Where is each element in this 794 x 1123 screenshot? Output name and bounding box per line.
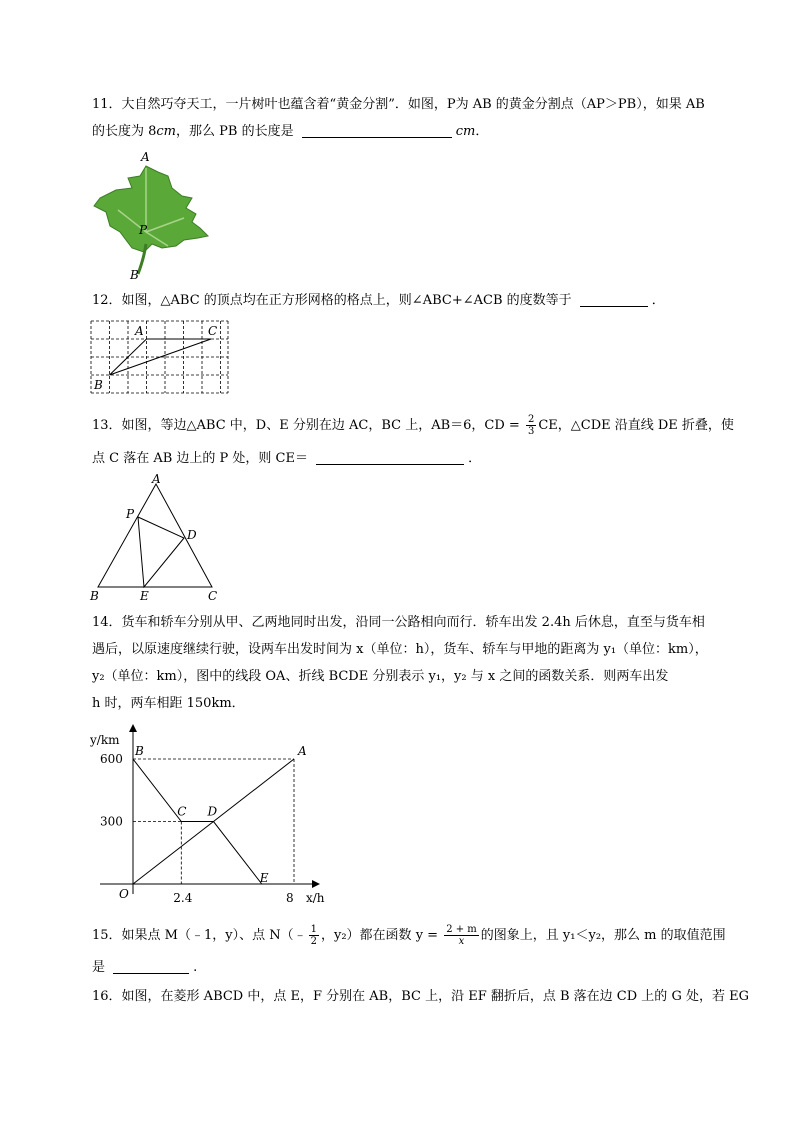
q13-fraction: $\frac{2}{3}$: [527, 414, 535, 437]
fold-lines: [138, 517, 184, 587]
q14-function-chart: [86, 722, 326, 904]
point-label-D: D: [207, 804, 218, 819]
q13-answer-blank[interactable]: [316, 450, 464, 465]
q15-fraction-1: $\frac{1}{2}$: [310, 924, 317, 947]
svg-text:E: E: [140, 589, 149, 603]
q12-line-1: 12．如图，△ABC 的顶点均在正方形网格的格点上，则∠ABC+∠ACB 的度数等于 ．: [92, 293, 665, 308]
point-label-C: C: [177, 804, 187, 819]
point-label-B: B: [135, 744, 144, 759]
ytick-label-600: 600: [100, 752, 123, 767]
y-axis-arrow: [129, 724, 137, 732]
q11-line-2: 的长度为 8cm，那么 PB 的长度是 cm．: [92, 124, 489, 139]
leaf-label-P: P: [139, 223, 148, 237]
q11-leaf-figure: [88, 148, 216, 280]
q14-line-2: 遇后，以原速度继续行驶，设两车出发时间为 x（单位：h），货车、轿车与甲地的距离为 y₁（单位：km），: [92, 642, 708, 657]
q11-number: 11．: [92, 97, 122, 112]
grid-label-B: B: [94, 378, 103, 392]
x-axis-label: x/h: [306, 891, 325, 904]
q14-line-3: y₂（单位：km），图中的线段 OA、折线 BCDE 分别表示 y₁，y₂ 与 x 之间的函数关系．则两车出发: [92, 669, 669, 684]
q15-line-2: 是 .: [92, 960, 198, 975]
svg-text:A: A: [152, 472, 161, 486]
q15-fraction-2: $\frac{2 + m}{x}$: [446, 924, 477, 947]
q15-answer-blank[interactable]: [113, 959, 189, 974]
grid-label-C: C: [208, 324, 218, 338]
leaf-label-B: B: [130, 268, 139, 280]
xtick-label-8: 8: [286, 891, 294, 904]
xtick-label-2.4: 2.4: [173, 891, 193, 904]
svg-text:D: D: [187, 528, 197, 542]
point-label-A: A: [298, 744, 307, 759]
q13-line-1: 13．如图，等边△ABC 中，D、E 分别在边 AC，BC 上，AB＝6，CD = $\frac{2}{3}$ CE，△CDE 沿直线 DE 折叠，使: [92, 414, 734, 437]
grid-label-A: A: [135, 324, 144, 338]
y-axis-label: y/km: [90, 733, 120, 747]
q11-line-1: [92, 96, 705, 114]
origin-label: O: [119, 887, 129, 901]
svg-text:P: P: [126, 507, 135, 521]
ytick-label-300: 300: [100, 814, 123, 829]
q12-grid-figure: [88, 318, 233, 396]
q12-answer-blank[interactable]: [580, 292, 648, 307]
q14-line-1: 14．货车和轿车分别从甲、乙两地同时出发，沿同一公路相向而行．轿车出发 2.4h 后休息，直至与货车相: [92, 615, 705, 630]
triangle-ABC: [110, 339, 212, 375]
leaf-shape: [94, 166, 208, 252]
q13-line-2: 点 C 落在 AB 边上的 P 处，则 CE＝ ．: [92, 451, 482, 466]
leaf-label-A: A: [141, 150, 150, 164]
svg-text:B: B: [90, 589, 99, 603]
q11-text-1: 大自然巧夺天工，一片树叶也蕴含着“黄金分割”．如图，P为 AB 的黄金分割点（AP＞PB），如果 AB: [121, 97, 705, 112]
series-BCDE: [133, 759, 262, 884]
svg-text:C: C: [208, 589, 218, 603]
x-axis-arrow: [312, 880, 320, 888]
point-label-E: E: [259, 871, 269, 885]
q15-line-1: 15．如果点 M（﹣1，y）、点 N（﹣ $\frac{1}{2}$ ，y₂）都在函数 y = $\frac{2 + m}{x}$ 的图象上，且 y₁＜y₂，那么 m 的取值范围: [92, 924, 726, 947]
q14-line-4: h 时，两车相距 150km．: [92, 696, 245, 711]
q16-line-1: 16．如图，在菱形 ABCD 中，点 E，F 分别在 AB，BC 上，沿 EF 翻折后，点 B 落在边 CD 上的 G 处，若 EG: [92, 989, 749, 1004]
q13-triangle-figure: [86, 472, 226, 604]
q11-answer-blank[interactable]: [302, 123, 452, 138]
